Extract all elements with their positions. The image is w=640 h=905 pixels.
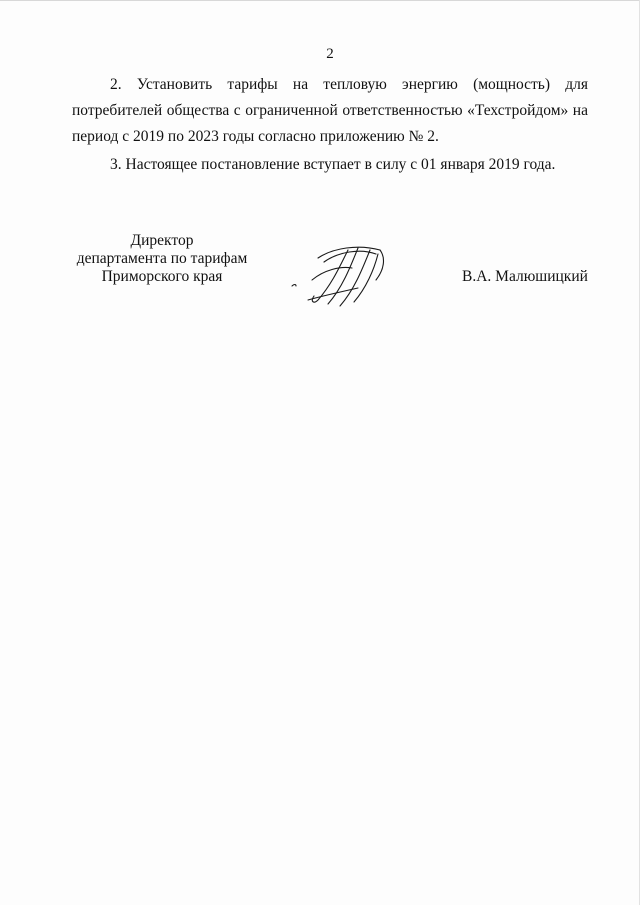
paragraph-2 [72, 72, 588, 150]
paragraph-2-line-2: потребителей общества с ограниченной ответственностью «Техстройдом» на [72, 102, 588, 119]
signatory-title-line-2: департамента по тарифам [76, 250, 248, 267]
handwritten-signature [288, 240, 398, 312]
scan-edge-top [0, 0, 640, 4]
page-number: 2 [326, 46, 334, 62]
signer-name: В.А. Малюшицкий [462, 268, 588, 285]
paragraph-2-line-3: период с 2019 по 2023 годы согласно приложению № 2. [72, 128, 439, 145]
paragraph-3: 3. Настоящее постановление вступает в силу с 01 января 2019 года. [110, 156, 556, 173]
signatory-title-block [72, 232, 252, 286]
signatory-title-line-3: Приморского края [101, 268, 223, 285]
paragraph-2-line-1: 2. Установить тарифы на тепловую энергию (мощность) для [110, 76, 588, 93]
signatory-title-line-1: Директор [130, 232, 194, 249]
